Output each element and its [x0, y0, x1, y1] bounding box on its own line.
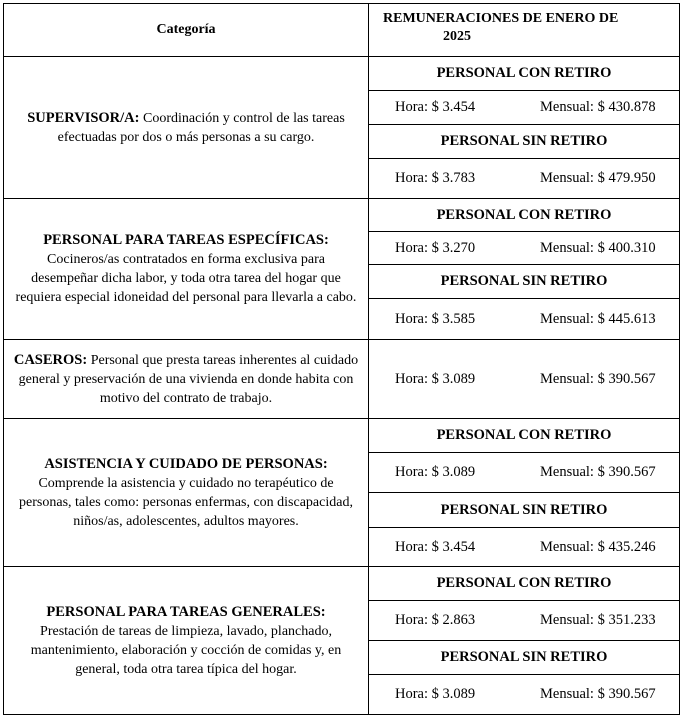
hourly-rate: Hora: $ 3.585 — [395, 310, 476, 327]
sin-retiro-label: PERSONAL SIN RETIRO — [369, 493, 680, 528]
table-header-row — [4, 4, 680, 57]
monthly-rate: Mensual: $ 390.567 — [540, 464, 656, 480]
monthly-rate: Mensual: $ 435.246 — [540, 538, 656, 555]
sin-retiro-label: PERSONAL SIN RETIRO — [369, 265, 680, 299]
value-cell — [369, 299, 680, 340]
hourly-rate: Hora: $ 3.089 — [395, 686, 476, 702]
con-retiro-label: PERSONAL CON RETIRO — [369, 57, 680, 91]
remuneration-header-line2: 2025 — [443, 29, 471, 44]
monthly-rate: Mensual: $ 390.567 — [540, 370, 656, 387]
monthly-rate: Mensual: $ 390.567 — [540, 686, 656, 702]
value-cell — [369, 675, 680, 715]
remuneration-header-line1: REMUNERACIONES DE ENERO DE — [383, 11, 619, 26]
category-name: SUPERVISOR/A: — [27, 109, 140, 126]
value-cell — [369, 91, 680, 125]
category-cell-general-tasks — [4, 567, 369, 715]
hourly-rate: Hora: $ 3.270 — [395, 239, 476, 256]
hourly-rate: Hora: $ 3.089 — [395, 464, 476, 480]
hourly-rate: Hora: $ 2.863 — [395, 612, 476, 628]
category-description: Personal que presta tareas inherentes al cuidado general y preservación de una vivienda en donde habita con motivo del contrato de trabajo. — [18, 352, 359, 406]
category-cell-personal-care — [4, 419, 369, 567]
value-cell — [369, 453, 680, 493]
value-cell — [369, 528, 680, 567]
table-row — [4, 419, 680, 453]
value-cell — [369, 232, 680, 265]
category-header: Categoría — [4, 4, 369, 57]
monthly-rate: Mensual: $ 430.878 — [540, 99, 656, 115]
sin-retiro-label: PERSONAL SIN RETIRO — [369, 641, 680, 675]
category-description: Coordinación y control de las tareas efectuadas por dos o más personas a su cargo. — [57, 110, 345, 145]
table-row — [4, 199, 680, 232]
con-retiro-label: PERSONAL CON RETIRO — [369, 419, 680, 453]
remuneration-table — [3, 3, 680, 715]
value-cell — [369, 601, 680, 641]
hourly-rate: Hora: $ 3.089 — [395, 370, 476, 387]
monthly-rate: Mensual: $ 479.950 — [540, 170, 656, 186]
category-description: Comprende la asistencia y cuidado no terapéutico de personas, tales como: personas enfermas, con discapacidad, niños/as, adolescentes, adultos mayores. — [19, 475, 353, 529]
con-retiro-label: PERSONAL CON RETIRO — [369, 567, 680, 601]
hourly-rate: Hora: $ 3.454 — [395, 538, 476, 555]
category-cell-supervisor — [4, 57, 369, 199]
category-description: Prestación de tareas de limpieza, lavado, planchado, mantenimiento, elaboración y cocción de comidas y, en general, toda otra tarea típica del hogar. — [30, 623, 342, 677]
category-name: CASEROS: — [13, 351, 88, 368]
category-description: Cocineros/as contratados en forma exclusiva para desempeñar dicha labor, y toda otra tarea del hogar que requiera especial idoneidad del personal para llevarla a cabo. — [15, 252, 357, 305]
category-name: PERSONAL PARA TAREAS ESPECÍFICAS: — [43, 232, 329, 248]
sin-retiro-label: PERSONAL SIN RETIRO — [369, 125, 680, 159]
table-row — [4, 567, 680, 601]
hourly-rate: Hora: $ 3.454 — [395, 99, 476, 115]
value-cell — [369, 340, 680, 419]
monthly-rate: Mensual: $ 400.310 — [540, 239, 656, 256]
category-name: PERSONAL PARA TAREAS GENERALES: — [46, 603, 326, 620]
table-row — [4, 57, 680, 91]
category-name: ASISTENCIA Y CUIDADO DE PERSONAS: — [44, 455, 328, 472]
remuneration-header — [369, 4, 680, 57]
hourly-rate: Hora: $ 3.783 — [395, 170, 476, 186]
category-cell-caseros — [4, 340, 369, 419]
table-row — [4, 340, 680, 419]
monthly-rate: Mensual: $ 351.233 — [540, 612, 656, 628]
category-cell-specific-tasks — [4, 199, 369, 340]
con-retiro-label: PERSONAL CON RETIRO — [369, 199, 680, 232]
value-cell — [369, 159, 680, 199]
monthly-rate: Mensual: $ 445.613 — [540, 310, 656, 327]
